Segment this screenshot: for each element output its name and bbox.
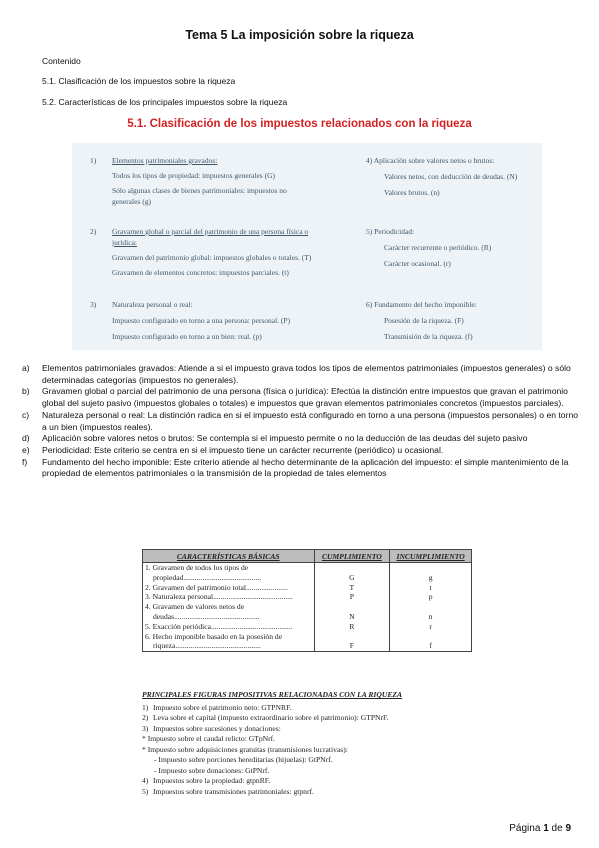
group-line: Carácter ocasional. (r) bbox=[384, 259, 451, 268]
group-title: 4) Aplicación sobre valores netos o brutos: bbox=[366, 156, 495, 165]
list-item bbox=[142, 713, 442, 724]
item-number: 3) bbox=[142, 723, 149, 733]
group-line: Posesión de la riqueza. (F) bbox=[384, 316, 464, 325]
item-text: Impuestos sobre transmisiones patrimoniales: gtpnrf. bbox=[153, 786, 314, 796]
group-title: Gravamen global o parcial del patrimonio de una persona física o bbox=[112, 227, 309, 236]
compliance-code: N bbox=[314, 602, 390, 622]
page-separator: de bbox=[548, 823, 566, 834]
item-text: * Impuesto sobre adquisiciones gratuitas (transmisiones lucrativas): bbox=[142, 744, 348, 754]
item-text: Fundamento del hecho imponible: Este criterio atiende al hecho determinante de la aplicación del impuesto: el simple mantenimiento de la propiedad de elementos patrimoniales o la transmisión de la propiedad de tales elementos bbox=[42, 456, 569, 479]
list-item bbox=[22, 386, 582, 409]
row-label: deudas............................................. bbox=[153, 611, 260, 621]
group-line: Sólo algunas clases de bienes patrimoniales: impuestos no bbox=[112, 186, 287, 195]
group-line: Gravamen del patrimonio global: impuestos globales o totales. (T) bbox=[112, 253, 312, 262]
table-row bbox=[143, 602, 472, 622]
item-letter: c) bbox=[22, 409, 30, 420]
column-header: CUMPLIMIENTO bbox=[314, 550, 390, 563]
figures-title: PRINCIPALES FIGURAS IMPOSITIVAS RELACIONADAS CON LA RIQUEZA bbox=[142, 690, 403, 699]
item-text: Naturaleza personal o real: La distinción radica en si el impuesto está configurado en torno a una persona (impuestos personales) o en torno a un bien (impuestos reales). bbox=[42, 409, 578, 432]
item-text: Gravamen global o parcial del patrimonio de una persona (física o jurídica): Efectúa la distinción entre impuestos que gravan el patrimonio global del sujeto pasivo (impuestos globales o totales) e impuestos que gravan elementos patrimoniales concretos (impuestos parciales). bbox=[42, 386, 568, 409]
list-item bbox=[22, 445, 582, 457]
group-title: Elementos patrimoniales gravados: bbox=[112, 156, 218, 165]
row-label: 4. Gravamen de valores netos de bbox=[145, 602, 245, 612]
item-number: 2) bbox=[142, 713, 149, 722]
row-label: propiedad......................................... bbox=[153, 572, 262, 582]
group-line: Valores brutos. (n) bbox=[384, 188, 440, 197]
item-letter: b) bbox=[22, 386, 30, 397]
compliance-code: G bbox=[314, 563, 390, 583]
column-header: INCUMPLIMIENTO bbox=[390, 550, 472, 563]
characteristics-table bbox=[142, 549, 472, 652]
compliance-code: F bbox=[314, 632, 390, 652]
list-item bbox=[142, 776, 442, 787]
group-line: Impuesto configurado en torno a un bien: real. (p) bbox=[112, 332, 262, 341]
item-letter: d) bbox=[22, 433, 30, 444]
contents-label: Contenido bbox=[42, 56, 81, 66]
group-number: 3) bbox=[90, 300, 97, 309]
page-label: Página bbox=[509, 823, 544, 834]
list-item bbox=[22, 457, 582, 480]
item-number: 5) bbox=[142, 786, 149, 796]
item-text: Impuestos sobre sucesiones y donaciones: bbox=[153, 723, 281, 733]
toc-item[interactable]: 5.2. Características de los principales impuestos sobre la riqueza bbox=[42, 97, 288, 107]
page-number bbox=[509, 823, 571, 834]
column-header: CARACTERÍSTICAS BÁSICAS bbox=[143, 550, 315, 563]
item-letter: e) bbox=[22, 444, 30, 455]
noncompliance-code: g bbox=[390, 563, 472, 583]
row-label: 3. Naturaleza personal.......................................... bbox=[145, 592, 293, 602]
row-label: 5. Exacción periódica........................................... bbox=[145, 621, 293, 631]
list-item bbox=[142, 766, 442, 777]
current-page: 1 bbox=[543, 823, 549, 834]
total-pages: 9 bbox=[565, 823, 571, 834]
group-number: 2) bbox=[90, 227, 97, 236]
list-item bbox=[22, 433, 582, 445]
group-title: jurídica: bbox=[112, 238, 137, 247]
table-row bbox=[143, 583, 472, 593]
item-text: - Impuesto sobre donaciones: GtPNrf. bbox=[154, 765, 270, 775]
group-title: 6) Fundamento del hecho imponible: bbox=[366, 300, 477, 309]
group-number: 1) bbox=[90, 156, 97, 165]
group-line: Transmisión de la riqueza. (f) bbox=[384, 332, 473, 341]
group-line: generales (g) bbox=[112, 197, 151, 206]
item-letter: f) bbox=[22, 456, 28, 467]
row-label: 1. Gravamen de todos los tipos de bbox=[145, 563, 249, 572]
row-label: riqueza............................................. bbox=[153, 641, 261, 651]
compliance-code: P bbox=[314, 592, 390, 602]
page-title: Tema 5 La imposición sobre la riqueza bbox=[185, 28, 414, 42]
item-number: 1) bbox=[142, 702, 149, 712]
list-item bbox=[142, 703, 442, 714]
item-text: Elementos patrimoniales gravados: Atiende a si el impuesto grava todos los tipos de elementos patrimoniales (impuestos generales) o sólo determinadas categorías (impuestos no generales). bbox=[42, 363, 571, 385]
explanation-list bbox=[22, 363, 582, 480]
group-line: Gravamen de elementos concretos: impuestos parciales. (t) bbox=[112, 268, 289, 277]
table-row bbox=[143, 592, 472, 602]
group-line: Impuesto configurado en torno a una persona: personal. (P) bbox=[112, 316, 291, 325]
item-letter: a) bbox=[22, 363, 30, 373]
compliance-code: T bbox=[314, 583, 390, 593]
item-text: Impuesto sobre el patrimonio neto: GTPNRF. bbox=[153, 702, 292, 712]
row-label: 6. Hecho imponible basado en la posesión de bbox=[145, 631, 283, 641]
item-text: Leva sobre el capital (impuesto extraordinario sobre el patrimonio): GTPNrF. bbox=[153, 713, 389, 722]
list-item bbox=[142, 745, 442, 756]
noncompliance-code: r bbox=[390, 622, 472, 632]
group-line: Carácter recurrente o periódico. (R) bbox=[384, 243, 492, 252]
noncompliance-code: p bbox=[390, 592, 472, 602]
list-item bbox=[22, 363, 582, 386]
list-item bbox=[142, 787, 442, 798]
toc-item[interactable]: 5.1. Clasificación de los impuestos sobre la riqueza bbox=[42, 76, 236, 86]
item-text: Periodicidad: Este criterio se centra en si el impuesto tiene un carácter recurrente (periódico) u ocasional. bbox=[42, 444, 444, 455]
group-title: 5) Periodicidad: bbox=[366, 227, 415, 236]
table-row bbox=[143, 622, 472, 632]
item-text: Impuestos sobre la propiedad: gtpnRF. bbox=[153, 776, 271, 785]
item-text: * Impuesto sobre el caudal relicto: GTpNrf. bbox=[142, 734, 276, 743]
list-item bbox=[142, 724, 442, 735]
row-label: 2. Gravamen del patrimonio total...................... bbox=[145, 582, 288, 592]
list-item bbox=[142, 755, 442, 766]
section-heading: 5.1. Clasificación de los impuestos relacionados con la riqueza bbox=[127, 118, 472, 130]
item-text: - Impuesto sobre porciones hereditarias (hijuelas): GtPNrf. bbox=[154, 755, 333, 764]
list-item bbox=[22, 410, 582, 433]
group-line: Valores netos, con deducción de deudas. (N) bbox=[384, 172, 518, 181]
list-item bbox=[142, 734, 442, 745]
compliance-code: R bbox=[314, 622, 390, 632]
tax-figures-list bbox=[142, 690, 442, 797]
noncompliance-code: f bbox=[390, 632, 472, 652]
item-text: Aplicación sobre valores netos o brutos: Se contempla si el impuesto permite o no la deducción de las deudas del sujeto pasivo bbox=[42, 433, 528, 444]
group-line: Todos los tipos de propiedad: impuestos generales (G) bbox=[112, 171, 275, 180]
table-row bbox=[143, 632, 472, 652]
noncompliance-code: n bbox=[390, 602, 472, 622]
classification-figure bbox=[72, 143, 542, 350]
noncompliance-code: t bbox=[390, 583, 472, 593]
group-title: Naturaleza personal o real: bbox=[112, 300, 193, 309]
table-row bbox=[143, 563, 472, 583]
item-number: 4) bbox=[142, 776, 149, 785]
